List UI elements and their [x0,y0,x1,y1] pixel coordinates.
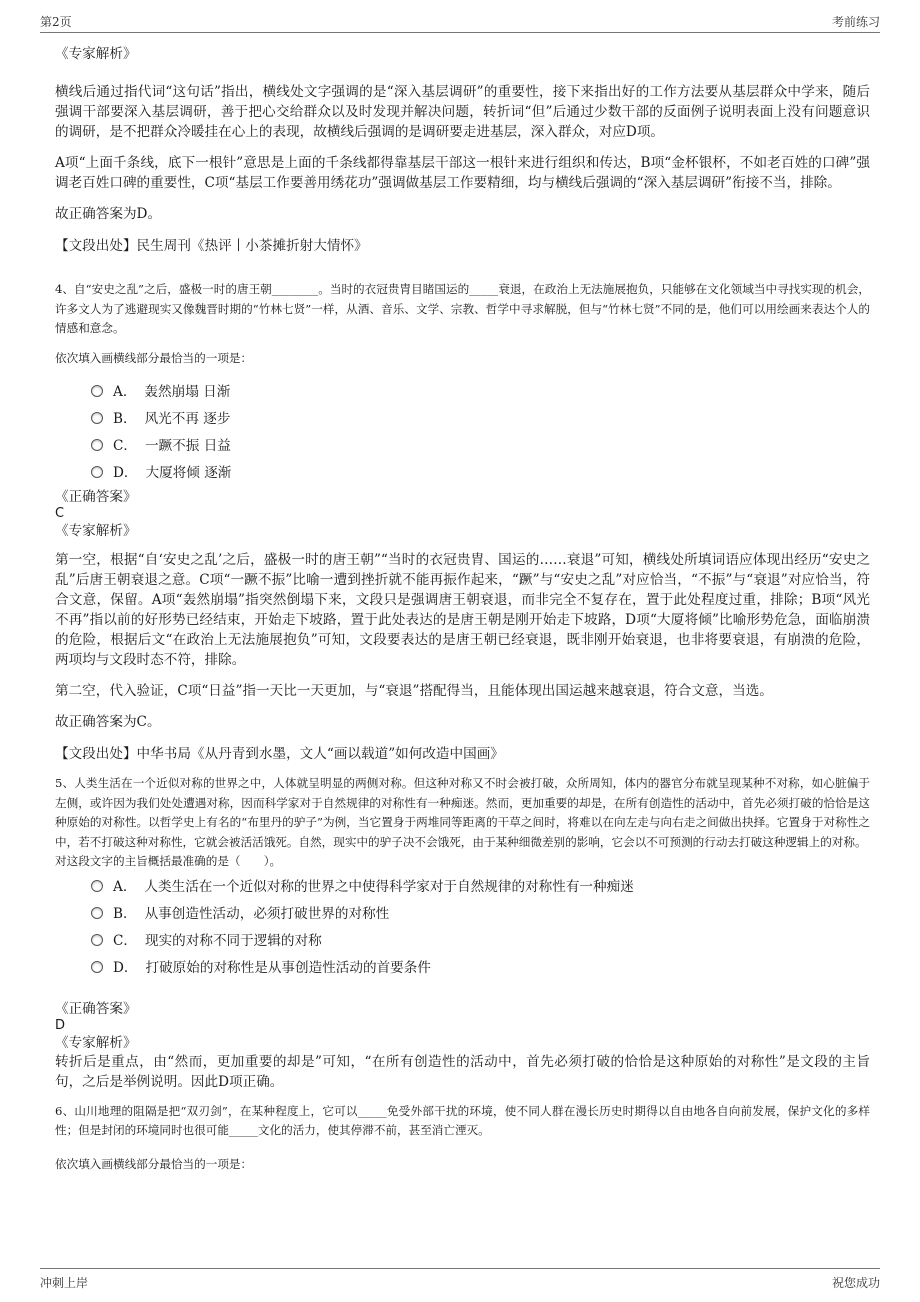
source-citation: 【文段出处】中华书局《从丹青到水墨，文人“画以载道”如何改造中国画》 [55,746,504,762]
radio-icon[interactable] [91,880,103,892]
option-d[interactable] [91,953,870,980]
analysis-heading: 《专家解析》 [55,46,137,62]
radio-icon[interactable] [91,412,103,424]
answer-value: D [55,1017,66,1033]
question-stem: 4、自“安史之乱”之后，盛极一时的唐王朝________。当时的衣冠贵胄目睹国运的_____衰退，在政治上无法施展抱负，只能够在文化领域当中寻找实现的机会，许多文人为了逃避现实又像魏晋时期的“竹林七贤”一样，从酒、音乐、文学、宗教、哲学中寻求解脱，但与“竹林七贤”不同的是，他们可以用绘画来表达个人的情感和意念。 [55,282,870,335]
option-text: 现实的对称不同于逻辑的对称 [145,933,322,949]
answer-value: C [55,506,65,521]
radio-icon[interactable] [91,907,103,919]
option-letter: C． [113,933,137,949]
radio-icon[interactable] [91,385,103,397]
option-list [91,872,870,980]
option-text: 从事创造性活动，必须打破世界的对称性 [144,906,390,922]
option-text: 轰然崩塌 日渐 [144,383,231,400]
document-body [55,40,870,1174]
option-letter: A． [113,879,137,895]
option-letter: C． [113,437,137,454]
conclusion-text: 故正确答案为C。 [55,714,161,730]
analysis-paragraph: 第二空，代入验证，C项“日益”指一天比一天更加，与“衰退”搭配得当，且能体现出国运越来越衰退，符合文意，当选。 [55,683,773,699]
page-header [40,10,880,33]
option-letter: B． [113,410,137,427]
option-text: 大厦将倾 逐渐 [145,464,232,481]
option-c[interactable] [91,926,870,953]
option-list [91,376,870,484]
radio-icon[interactable] [91,961,103,973]
conclusion-text: 故正确答案为D。 [55,206,162,222]
footer-left-text: 冲刺上岸 [40,1275,89,1290]
option-text: 风光不再 逐步 [144,410,231,427]
option-c[interactable] [91,430,870,457]
answer-heading: 《正确答案》 [55,1000,137,1017]
analysis-heading: 《专家解析》 [55,523,137,539]
footer-right-text: 祝您成功 [831,1275,880,1290]
option-d[interactable] [91,457,870,484]
page-footer [40,1268,880,1295]
question-prompt: 对这段文字的主旨概括最准确的是（ ）。 [55,854,282,868]
question-stem: 5、人类生活在一个近似对称的世界之中，人体就呈明显的两侧对称。但这种对称又不时会被打破，众所周知，体内的器官分布就呈现某种不对称，如心脏偏于左侧，或许因为我们处处遭遇对称，因而科学家对于自然规律的对称性有一种痴迷。然而，更加重要的却是，在所有创造性的活动中，首先必须打破的恰恰是这种原始的对称性。以哲学史上有名的“布里丹的驴子”为例，当它置身于两堆同等距离的干草之间时，将难以在向左走与向右走之间做出抉择。它置身于对称性之中，若不打破这种对称性，它就会被活活饿死。自然，现实中的驴子决不会饿死，由于某种细微差别的影响，它会以不可预测的行动去打破这种逻辑上的对称。 [55,776,870,849]
analysis-paragraph: 横线后通过指代词“这句话”指出，横线处文字强调的是“深入基层调研”的重要性，接下来指出好的工作方法要从基层群众中学来，随后强调干部要深入基层调研，善于把心交给群众以及时发现并解决问题，转折词“但”后通过少数干部的反面例子说明表面上没有问题意识的调研，是不把群众冷暖挂在心上的表现，故横线后强调的是调研要走进基层，深入群众，对应D项。 [55,84,870,140]
analysis-paragraph: A项“上面千条线，底下一根针”意思是上面的千条线都得靠基层干部这一根针来进行组织和传达，B项“金杯银杯，不如老百姓的口碑”强调老百姓口碑的重要性，C项“基层工作要善用绣花功”强调做基层工作要精细，均与横线后强调的“深入基层调研”衔接不当，排除。 [55,155,870,191]
radio-icon[interactable] [91,934,103,946]
analysis-paragraph: 第一空，根据“自‘安史之乱’之后，盛极一时的唐王朝”“当时的衣冠贵胄、国运的……衰退”可知，横线处所填词语应体现出经历“安史之乱”后唐王朝衰退之意。C项“一蹶不振”比喻一遭到挫折就不能再振作起来，“蹶”与“安史之乱”对应恰当，“不振”与“衰退”对应恰当，符合文意，保留。A项“轰然崩塌”指突然倒塌下来，文段只是强调唐王朝衰退，而非完全不复存在，置于此处程度过重，排除；B项“风光不再”指以前的好形势已经结束，开始走下坡路，置于此处表达的是唐王朝是刚开始走下坡路，D项“大厦将倾”比喻形势危急，面临崩溃的危险，根据后文“在政治上无法施展抱负”可知，文段要表达的是唐王朝已经衰退，既非刚开始衰退，也非将要衰退，有崩溃的危险，两项均与文段时态不符，排除。 [55,552,870,668]
analysis-paragraph: 转折后是重点，由“然而，更加重要的却是”可知，“在所有创造性的活动中，首先必须打破的恰恰是这种原始的对称性”是文段的主旨句，之后是举例说明。因此D项正确。 [55,1053,870,1090]
option-letter: B． [113,906,137,922]
option-b[interactable] [91,403,870,430]
question-stem: 6、山川地理的阻隔是把“双刃剑”，在某种程度上，它可以_____免受外部干扰的环境，使不同人群在漫长历史时期得以自由地各自向前发展，保护文化的多样性；但是封闭的环境同时也很可能_____文化的活力，使其停滞不前，甚至消亡湮灭。 [55,1103,870,1137]
option-text: 打破原始的对称性是从事创造性活动的首要条件 [145,960,431,976]
question-prompt: 依次填入画横线部分最恰当的一项是： [55,1156,253,1171]
option-letter: A． [113,383,137,400]
option-letter: D． [113,960,138,976]
option-text: 人类生活在一个近似对称的世界之中使得科学家对于自然规律的对称性有一种痴迷 [144,879,634,895]
radio-icon[interactable] [91,466,103,478]
analysis-heading: 《专家解析》 [55,1034,137,1051]
question-prompt: 依次填入画横线部分最恰当的一项是： [55,350,253,365]
radio-icon[interactable] [91,439,103,451]
source-citation: 【文段出处】民生周刊《热评丨小茶摊折射大情怀》 [55,238,368,254]
option-a[interactable] [91,376,870,403]
option-text: 一蹶不振 日益 [145,437,231,454]
header-title: 考前练习 [831,14,880,29]
answer-heading: 《正确答案》 [55,489,137,505]
option-b[interactable] [91,899,870,926]
option-letter: D． [113,464,138,481]
page-number: 第2页 [40,14,72,29]
option-a[interactable] [91,872,870,899]
